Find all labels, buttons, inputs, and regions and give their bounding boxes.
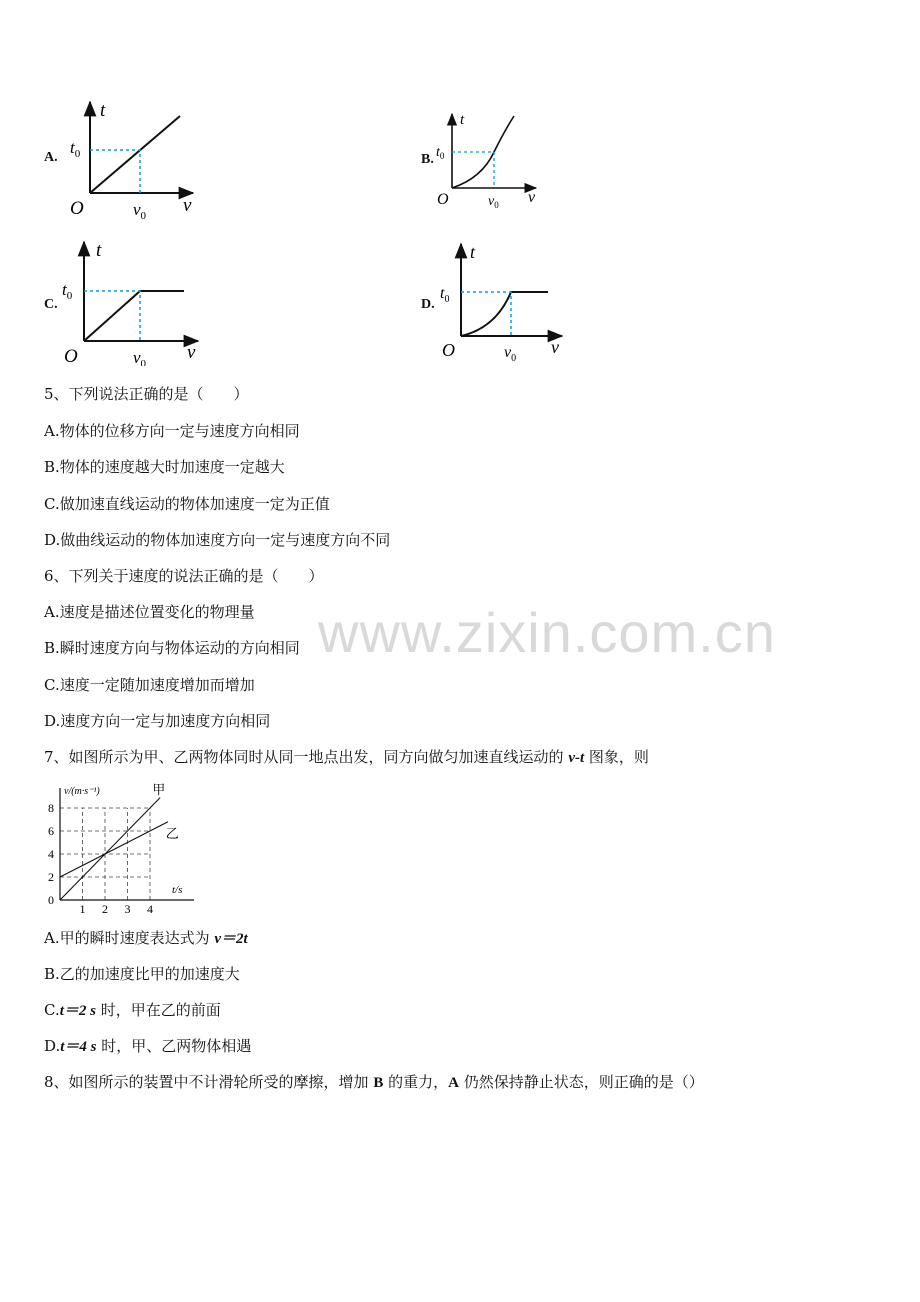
q5-option-a: A.物体的位移方向一定与速度方向相同 xyxy=(44,422,300,440)
t-axis-label: t xyxy=(100,100,106,121)
v0-mark: $v_0$ xyxy=(133,348,147,366)
v-axis-label: v xyxy=(187,342,196,363)
q5-option-c: C.做加速直线运动的物体加速度一定为正值 xyxy=(44,495,330,513)
graph-c xyxy=(58,238,208,366)
x-tick-label: 4 xyxy=(147,902,153,916)
series-label-2: 乙 xyxy=(165,825,179,841)
origin-label: O xyxy=(437,191,449,208)
y-tick-label: 0 xyxy=(48,893,54,907)
origin-label: O xyxy=(70,198,84,219)
y-tick-label: 6 xyxy=(48,824,54,838)
t0-mark: $t_0$ xyxy=(440,285,450,305)
guide-dashes xyxy=(452,152,494,188)
v0-mark: $v_0$ xyxy=(133,200,147,222)
v-axis-label: v xyxy=(551,337,559,357)
curve-line xyxy=(461,292,548,336)
option-c-label: C. xyxy=(44,297,58,312)
t0-mark: $t_0$ xyxy=(62,280,73,302)
q6-option-b: B.瞬时速度方向与物体运动的方向相同 xyxy=(44,639,300,657)
v0-mark: $v_0$ xyxy=(488,194,499,210)
graph-b xyxy=(432,110,544,212)
series-line-1 xyxy=(60,798,160,900)
t-axis-label: t xyxy=(96,240,102,261)
q7-option-d: D.t＝4 s 时，甲、乙两物体相遇 xyxy=(44,1037,252,1055)
option-b-label: B. xyxy=(421,152,434,167)
origin-label: O xyxy=(442,340,455,360)
vt-chart xyxy=(44,780,204,918)
v-axis-label: v xyxy=(183,195,192,216)
curve-line xyxy=(90,116,180,193)
q7-option-b: B.乙的加速度比甲的加速度大 xyxy=(44,965,240,983)
series-line-2 xyxy=(60,822,168,877)
origin-label: O xyxy=(64,346,78,366)
y-tick-label: 2 xyxy=(48,870,54,884)
y-tick-label: 4 xyxy=(48,847,54,861)
t-axis-label: t xyxy=(470,242,476,262)
x-tick-label: 3 xyxy=(124,902,131,916)
q6-stem: 6、下列关于速度的说法正确的是（ ） xyxy=(44,567,324,585)
x-tick-label: 1 xyxy=(79,902,86,916)
guide-dashes xyxy=(461,292,511,336)
x-tick-label: 2 xyxy=(102,902,108,916)
q6-option-c: C.速度一定随加速度增加而增加 xyxy=(44,676,255,694)
q5-option-d: D.做曲线运动的物体加速度方向一定与速度方向不同 xyxy=(44,531,391,549)
x-axis-label: t/s xyxy=(172,884,183,896)
t0-mark: $t_0$ xyxy=(436,145,445,161)
graph-d xyxy=(438,240,572,364)
v0-mark: $v_0$ xyxy=(504,344,517,364)
q7-stem: 7、如图所示为甲、乙两物体同时从同一地点出发，同方向做匀加速直线运动的 v-t 图象，则 xyxy=(44,748,649,766)
t-axis-label: t xyxy=(460,112,465,128)
option-a-label: A. xyxy=(44,150,58,165)
q6-option-d: D.速度方向一定与加速度方向相同 xyxy=(44,712,271,730)
q5-option-b: B.物体的速度越大时加速度一定越大 xyxy=(44,458,285,476)
q8-stem: 8、如图所示的装置中不计滑轮所受的摩擦，增加 B 的重力，A 仍然保持静止状态，则正确的是（） xyxy=(44,1073,704,1091)
q5-stem: 5、下列说法正确的是（ ） xyxy=(44,385,249,403)
t0-mark: $t_0$ xyxy=(70,138,81,160)
q6-option-a: A.速度是描述位置变化的物理量 xyxy=(44,603,255,621)
v-axis-label: v xyxy=(528,189,536,206)
y-tick-label: 8 xyxy=(48,801,54,815)
y-axis-label: v/(m·s⁻¹) xyxy=(64,786,100,797)
series-label-1: 甲 xyxy=(152,782,166,798)
option-d-label: D. xyxy=(421,297,435,312)
curve-line xyxy=(84,291,184,341)
watermark-text: www.zixin.com.cn xyxy=(318,601,776,664)
q7-option-c: C.t＝2 s 时，甲在乙的前面 xyxy=(44,1001,221,1019)
q7-option-a: A.甲的瞬时速度表达式为 v＝2t xyxy=(44,929,248,947)
graph-a xyxy=(60,98,200,222)
